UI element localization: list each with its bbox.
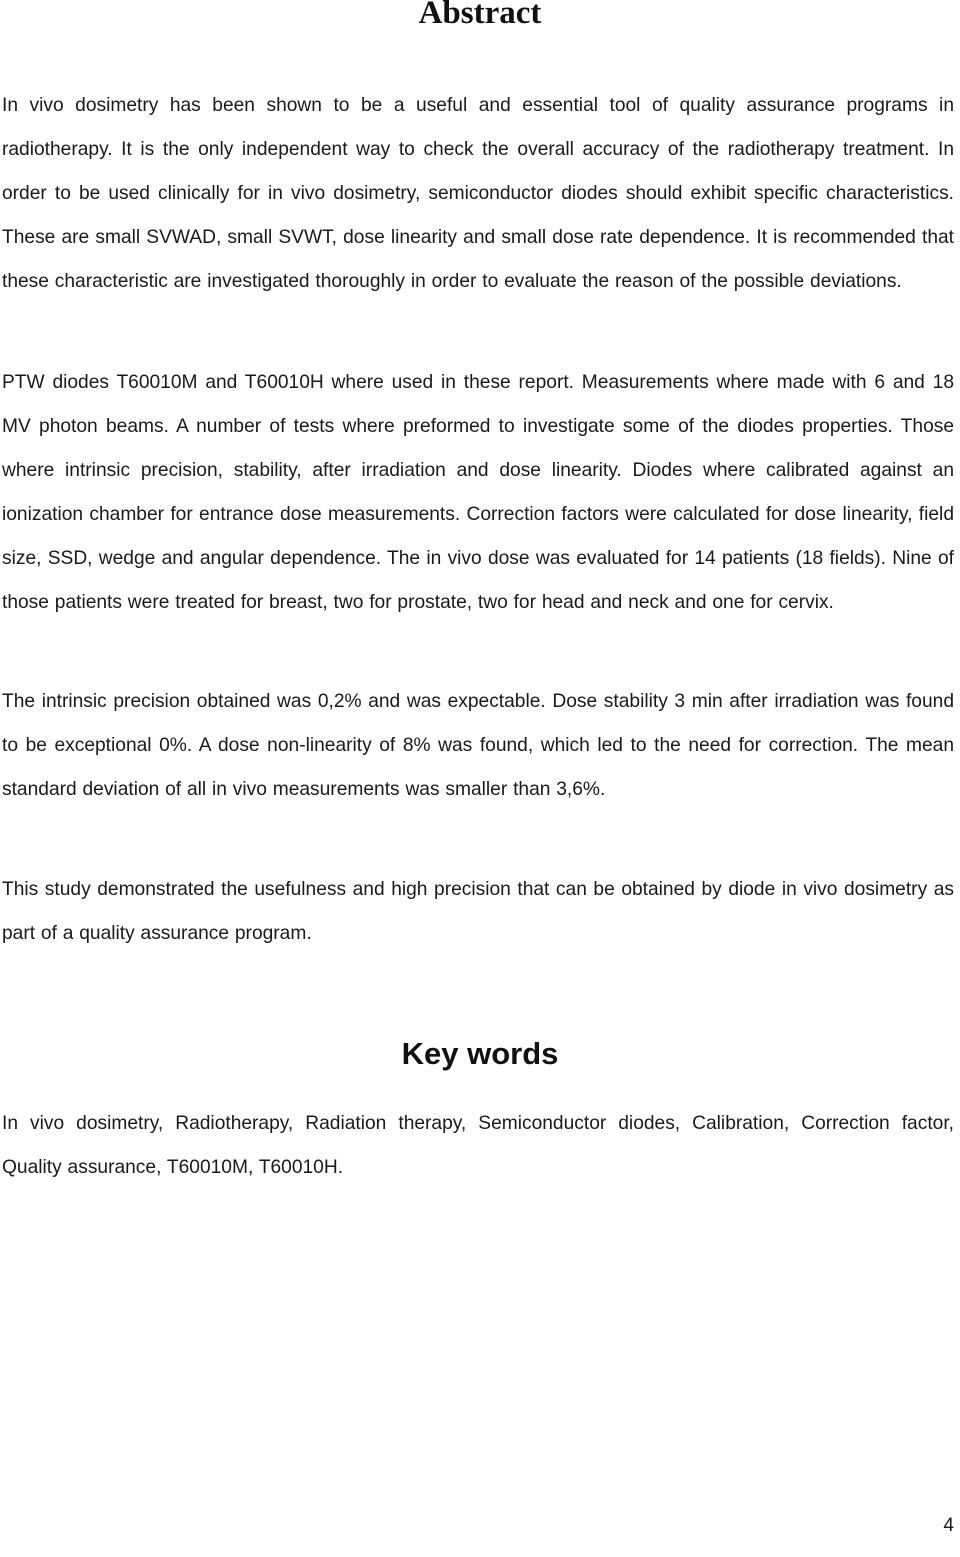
abstract-heading: Abstract	[418, 0, 542, 31]
abstract-paragraph-2: PTW diodes T60010M and T60010H where used in these report. Measurements where made with 6 and 18 MV photon beams. A number of tests where preformed to investigate some of the diodes properties. Those where intrinsic precision, stability, after irradiation and dose linearity. Diodes where calibrated against an ionization chamber for entrance dose measurements. Correction factors were calculated for dose linearity, field size, SSD, wedge and angular dependence. The in vivo dose was evaluated for 14 patients (18 fields). Nine of those patients were treated for breast, two for prostate, two for head and neck and one for cervix.	[2, 372, 954, 613]
keywords-text: In vivo dosimetry, Radiotherapy, Radiation therapy, Semiconductor diodes, Calibration, Correction factor, Quality assurance, T60010M, T60010H.	[2, 1113, 954, 1178]
abstract-paragraph-1: In vivo dosimetry has been shown to be a useful and essential tool of quality assurance programs in radiotherapy. It is the only independent way to check the overall accuracy of the radiotherapy treatment. In order to be used clinically for in vivo dosimetry, semiconductor diodes should exhibit specific characteristics. These are small SVWAD, small SVWT, dose linearity and small dose rate dependence. It is recommended that these characteristic are investigated thoroughly in order to evaluate the reason of the possible deviations.	[2, 95, 954, 292]
abstract-paragraph-3: The intrinsic precision obtained was 0,2% and was expectable. Dose stability 3 min after irradiation was found to be exceptional 0%. A dose non-linearity of 8% was found, which led to the need for correction. The mean standard deviation of all in vivo measurements was smaller than 3,6%.	[2, 691, 954, 800]
abstract-paragraph-4: This study demonstrated the usefulness and high precision that can be obtained by diode in vivo dosimetry as part of a quality assurance program.	[2, 879, 954, 944]
keywords-heading: Key words	[401, 1036, 559, 1071]
page-number: 4	[943, 1515, 954, 1536]
